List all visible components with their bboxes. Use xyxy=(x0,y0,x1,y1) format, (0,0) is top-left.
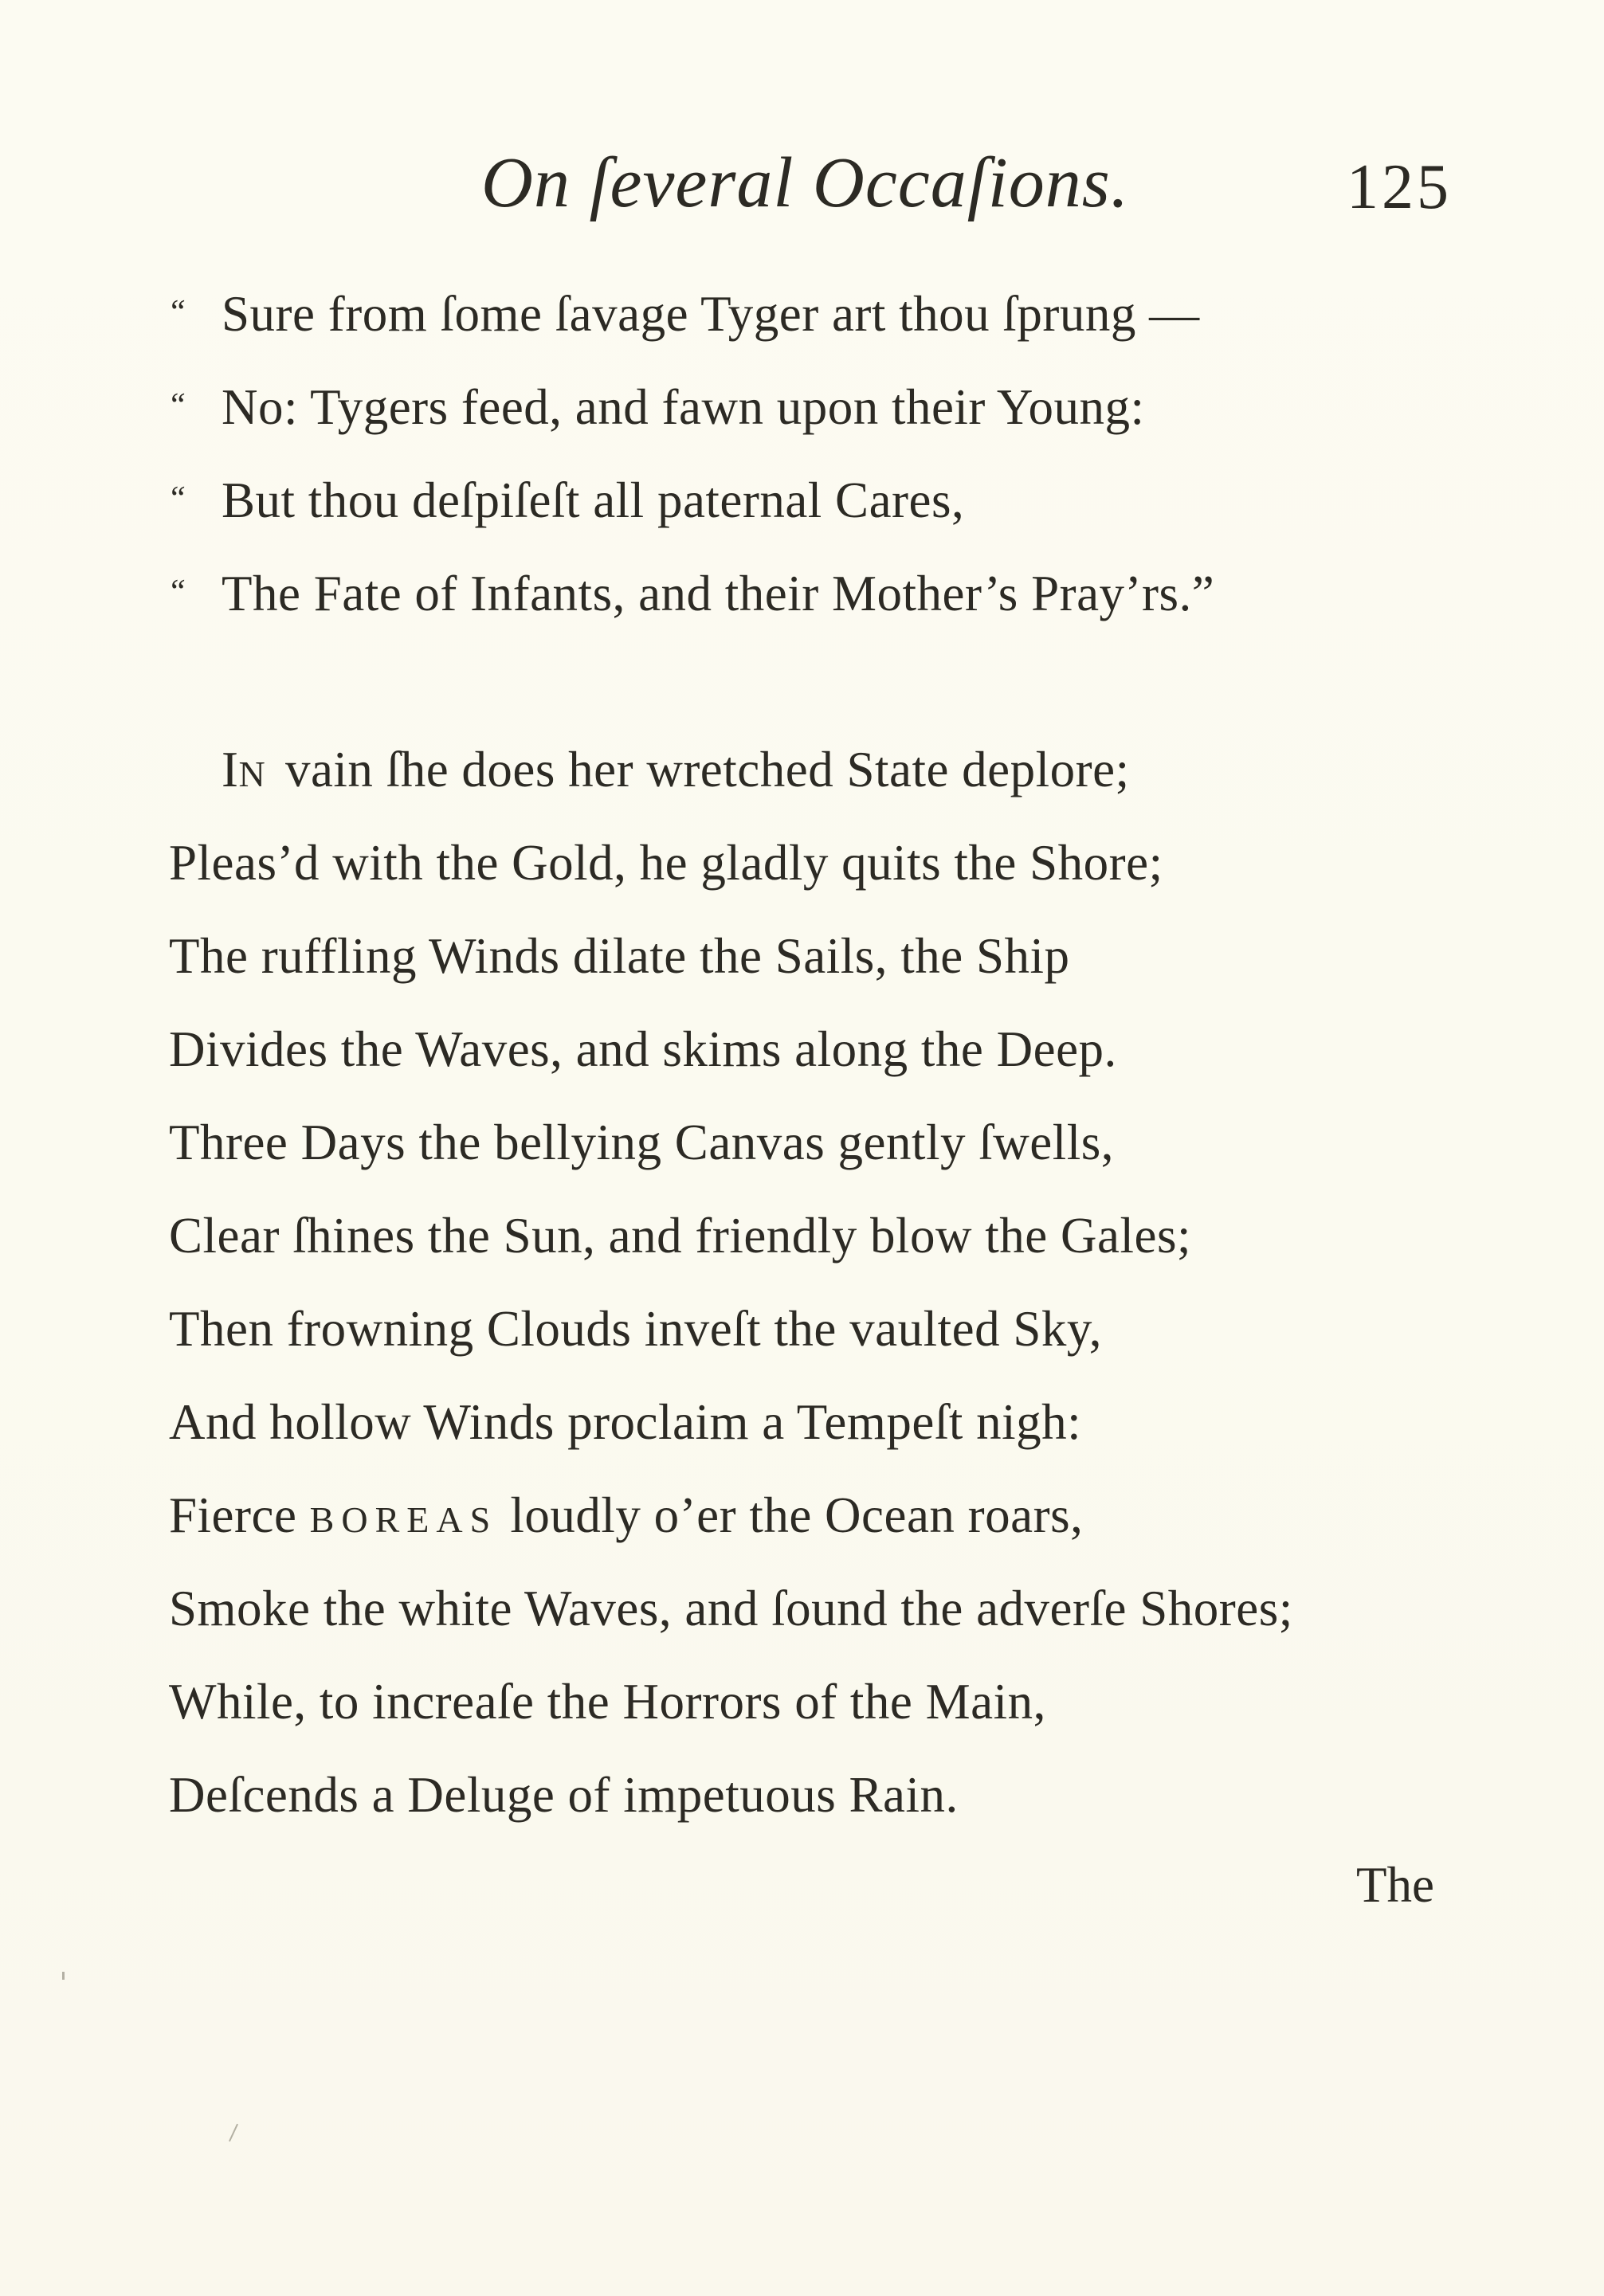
verse-line: Then frowning Clouds inveſt the vaulted Sky, xyxy=(169,1301,1103,1357)
verse-line: Deſcends a Deluge of impetuous Rain. xyxy=(169,1767,959,1823)
verse-line: Smoke the white Waves, and ſound the adverſe Shores; xyxy=(169,1581,1293,1636)
paper-speck xyxy=(229,2124,238,2142)
quote-mark: “ xyxy=(167,480,186,517)
page-number: 125 xyxy=(1347,152,1452,222)
verse-line: But thou deſpiſeſt all paternal Cares, xyxy=(222,472,965,528)
boreas-line-start: Fierce xyxy=(169,1487,310,1543)
quote-mark: “ xyxy=(167,574,186,610)
verse-line: The ruffling Winds dilate the Sails, the Ship xyxy=(169,928,1070,984)
opening-line-rest: vain ſhe does her wretched State deplore; xyxy=(272,742,1130,797)
paper-speck xyxy=(62,1972,65,1980)
boreas-line xyxy=(169,1487,1083,1545)
quote-mark: “ xyxy=(167,294,186,331)
boreas-name: BOREAS xyxy=(309,1499,498,1540)
verse-line: And hollow Winds proclaim a Tempeſt nigh: xyxy=(169,1394,1082,1450)
running-title: On ſeveral Occaſions. xyxy=(481,143,1130,222)
verse-line: Sure from ſome ſavage Tyger art thou ſprung — xyxy=(222,286,1200,342)
verse-line: Clear ſhines the Sun, and friendly blow the Gales; xyxy=(169,1208,1191,1264)
verse-line: While, to increaſe the Horrors of the Main, xyxy=(169,1674,1046,1730)
verse-line: Divides the Waves, and skims along the Deep. xyxy=(169,1021,1117,1077)
catchword: The xyxy=(1356,1857,1434,1913)
verse-line: Pleas’d with the Gold, he gladly quits the Shore; xyxy=(169,835,1163,891)
verse-line: The Fate of Infants, and their Mother’s Pray’rs.” xyxy=(222,566,1215,621)
quote-mark: “ xyxy=(167,387,186,424)
opening-small-caps: N xyxy=(238,754,273,794)
verse-line: Three Days the bellying Canvas gently ſwells, xyxy=(169,1115,1114,1170)
verse-line: No: Tygers feed, and fawn upon their Young: xyxy=(222,379,1145,435)
boreas-line-end: loudly o’er the Ocean roars, xyxy=(497,1487,1084,1543)
stanza-opening-line xyxy=(222,741,1130,799)
opening-capital: I xyxy=(222,742,239,797)
